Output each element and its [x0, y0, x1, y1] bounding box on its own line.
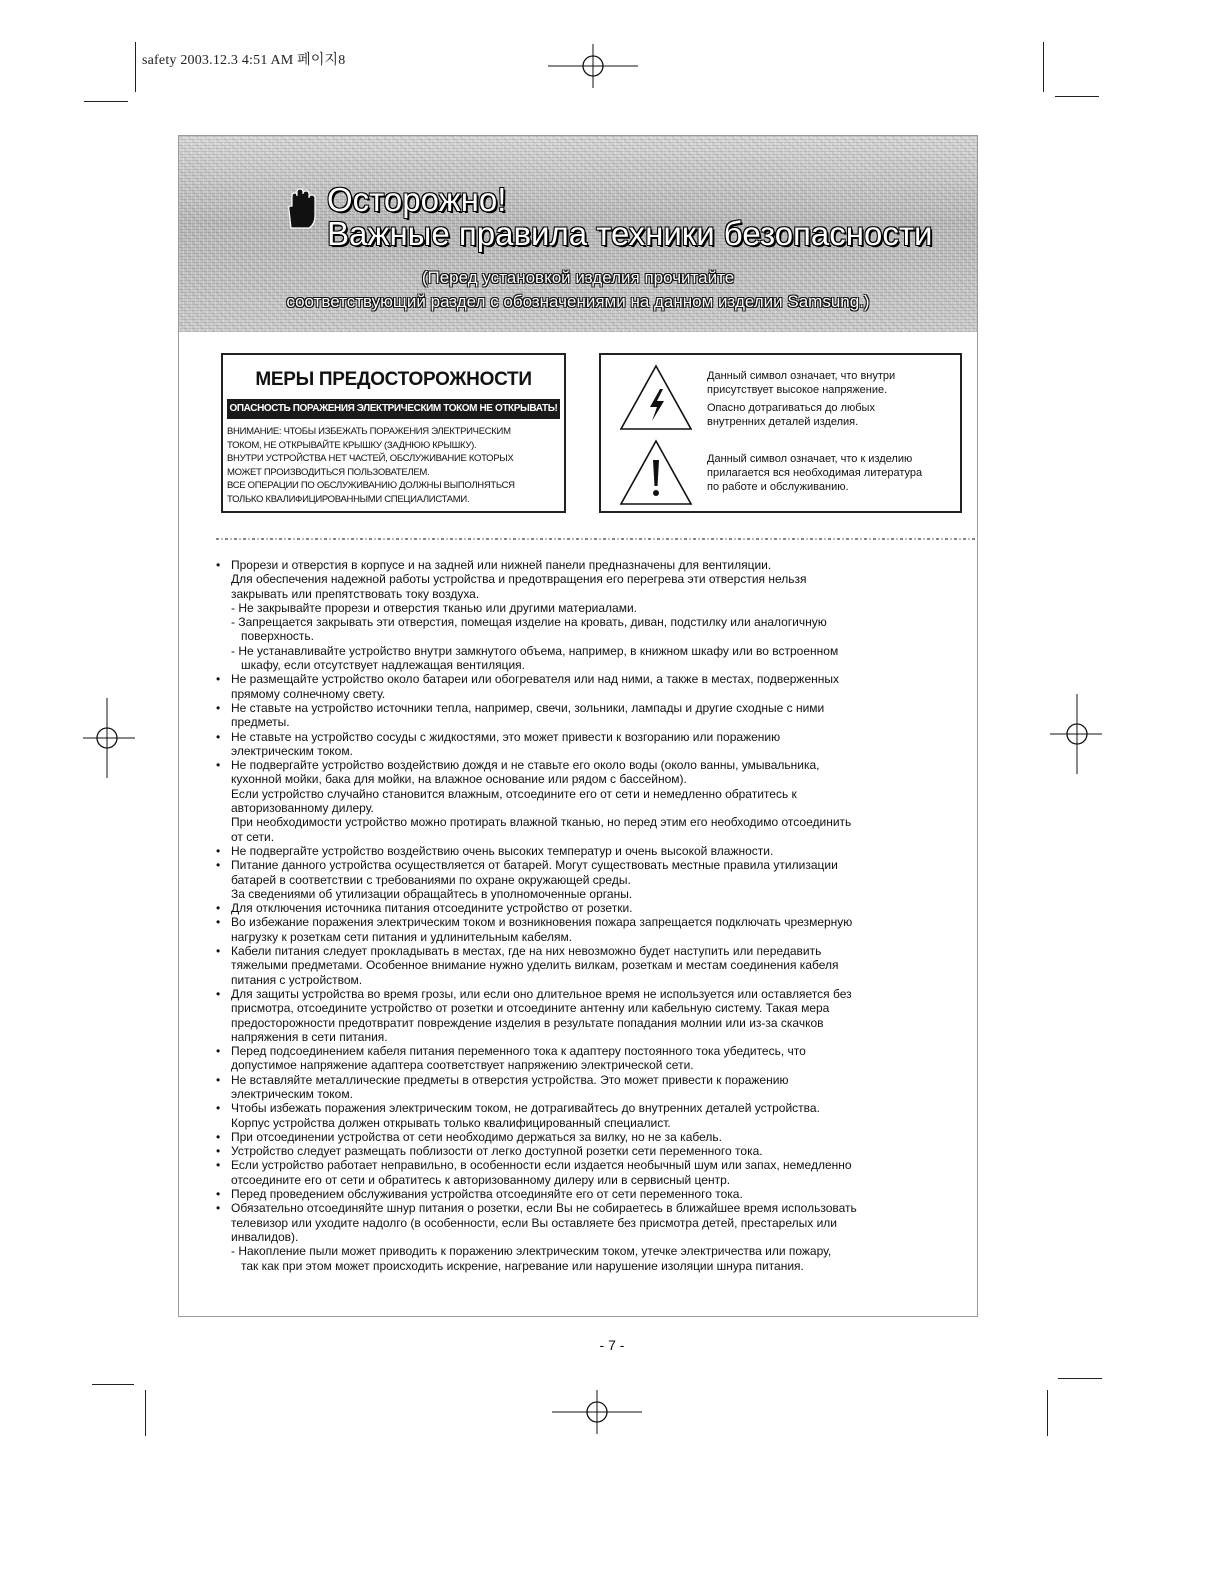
list-item-line: Не подвергайте устройство воздействию дождя и не ставьте его около воды (около ванны, умывальника, [231, 758, 820, 773]
voltage-line: присутствует высокое напряжение. [707, 384, 888, 396]
list-item-line: кухонной мойки, бака для мойки, на влажное основание или рядом с бассейном). [231, 772, 687, 787]
list-item-line: Не ставьте на устройство сосуды с жидкостями, это может привести к возгоранию или поражению [231, 729, 781, 744]
hand-stop-icon [283, 188, 317, 232]
list-item-line: предметы. [231, 715, 290, 730]
voltage-line: Данный символ означает, что внутри [707, 370, 896, 382]
list-item-line: Для защиты устройства во время грозы, или если оно длительное время не используется или оставляется без [231, 986, 852, 1001]
section-separator [216, 538, 978, 540]
attention-line: по работе и обслуживанию. [707, 481, 849, 493]
safety-list-item [214, 701, 974, 730]
bullet-marker: • [216, 901, 221, 916]
caution-title: МЕРЫ ПРЕДОСТОРОЖНОСТИ [255, 369, 532, 390]
safety-list-item [214, 858, 974, 901]
bullet-marker: • [216, 1072, 221, 1087]
bullet-marker: • [216, 700, 221, 715]
safety-list-item [214, 1158, 974, 1187]
list-item-line: Во избежание поражения электрическим током и возникновения пожара запрещается подключать чрезмерную [231, 915, 853, 930]
caution-line: ТОКОМ, НЕ ОТКРЫВАЙТЕ КРЫШКУ (ЗАДНЮЮ КРЫШКУ). [227, 439, 477, 451]
bullet-marker: • [216, 758, 221, 773]
caution-line: ТОЛЬКО КВАЛИФИЦИРОВАННЫМИ СПЕЦИАЛИСТАМИ. [227, 493, 470, 505]
list-item-line: отсоедините его от сети и обратитесь к авторизованному дилеру или в сервисный центр. [231, 1172, 731, 1187]
list-sub-item [231, 615, 974, 644]
voltage-line: внутренних деталей изделия. [707, 416, 859, 428]
caution-line: ВНУТРИ УСТРОЙСТВА НЕТ ЧАСТЕЙ, ОБСЛУЖИВАНИЕ КОТОРЫХ [227, 453, 514, 465]
list-item-line: Перед подсоединением кабеля питания переменного тока к адаптеру постоянного тока убедитесь, что [231, 1044, 806, 1059]
sub-item-line: так как при этом может происходить искрение, нагревание или нарушение изоляции шнура питания. [241, 1258, 804, 1273]
list-item-line: питания с устройством. [231, 972, 363, 987]
caution-box [221, 353, 566, 513]
list-item-line: Не размещайте устройство около батареи или обогревателя или над ними, а также в местах, подверженных [231, 672, 840, 687]
sub-item-line: поверхность. [241, 629, 315, 644]
bullet-marker: • [216, 1158, 221, 1173]
safety-list-item [214, 1073, 974, 1102]
safety-list-item [214, 1144, 974, 1158]
caution-line: МОЖЕТ ПРОИЗВОДИТЬСЯ ПОЛЬЗОВАТЕЛЕМ. [227, 466, 430, 478]
bullet-marker: • [216, 858, 221, 873]
bullet-marker: • [216, 558, 221, 572]
caution-text [227, 425, 562, 507]
list-item-line: напряжения в сети питания. [231, 1029, 388, 1044]
list-item-line: Не ставьте на устройство источники тепла, например, свечи, зольники, лампады и другие сходные с ними [231, 700, 825, 715]
registration-mark-right [1050, 694, 1102, 774]
list-item-line: присмотра, отсоедините устройство от розетки и отсоедините антенну или кабельную систему. Такая мера [231, 1001, 830, 1016]
list-item-line: Если устройство случайно становится влажным, отсоедините его от сети и немедленно обратитесь к [231, 786, 797, 801]
bullet-marker: • [216, 986, 221, 1001]
list-item-line: Обязательно отсоединяйте шнур питания о розетки, если Вы не собираетесь в ближайшее время использовать [231, 1201, 857, 1216]
banner-subtitle-line2: соответствующий раздел с обозначениями на данном изделии Samsung.) [286, 292, 870, 311]
bullet-marker: • [216, 1201, 221, 1216]
sub-item-line: - Запрещается закрывать эти отверстия, помещая изделие на кровать, диван, подстилку или аналогичную [231, 615, 827, 630]
exclamation-warning-icon [619, 438, 693, 506]
list-item-line: Устройство следует размещать поблизости от легко доступной розетки сети переменного тока. [231, 1144, 763, 1159]
safety-instructions-list [214, 558, 974, 1273]
attention-symbol-text [707, 452, 957, 494]
bullet-marker: • [216, 729, 221, 744]
list-item-line: батарей в соответствии с требованиями по охране окружающей среды. [231, 872, 631, 887]
attention-line: Данный символ означает, что к изделию [707, 453, 913, 465]
bullet-marker: • [216, 1144, 221, 1159]
safety-list-item [214, 987, 974, 1044]
bullet-marker: • [216, 1101, 221, 1116]
header-banner [179, 136, 977, 332]
attention-line: прилагается вся необходимая литература [707, 467, 923, 479]
safety-list-item [214, 1044, 974, 1073]
list-item-line: телевизор или уходите надолго (в особенности, если Вы оставляете без присмотра детей, престарелых или [231, 1215, 837, 1230]
list-item-line: нагрузку к розеткам сети питания и удлинительным кабелям. [231, 929, 573, 944]
list-item-line: Не вставляйте металлические предметы в отверстия устройства. Это может привести к поражению [231, 1072, 789, 1087]
bullet-marker: • [216, 915, 221, 930]
voltage-line: Опасно дотрагиваться до любых [707, 402, 875, 414]
bullet-marker: • [216, 843, 221, 858]
list-item-line: Корпус устройства должен открывать только квалифицированный специалист. [231, 1115, 671, 1130]
safety-list-item [214, 672, 974, 701]
caution-line: ВНИМАНИЕ: ЧТОБЫ ИЗБЕЖАТЬ ПОРАЖЕНИЯ ЭЛЕКТРИЧЕСКИМ [227, 426, 511, 437]
sub-item-line: - Не закрывайте прорези и отверстия тканью или другими материалами. [231, 600, 638, 615]
list-item-line: предосторожности предотвратит повреждение изделия в результате попадания молнии или из-за скачков [231, 1015, 824, 1030]
safety-list-item [214, 1130, 974, 1144]
registration-mark-bottom [552, 1390, 642, 1434]
banner-subtitle-line1: (Перед установкой изделия прочитайте [421, 268, 735, 287]
bullet-marker: • [216, 1129, 221, 1144]
list-item-line: от сети. [231, 829, 275, 844]
safety-list-item [214, 758, 974, 844]
list-sub-item [231, 644, 974, 673]
list-item-line: Чтобы избежать поражения электрическим током, не дотрагивайтесь до внутренних деталей устройства. [231, 1101, 820, 1116]
lightning-warning-icon [619, 363, 693, 431]
print-slug: safety 2003.12.3 4:51 AM 페이지8 [142, 53, 346, 68]
safety-list-item [214, 1187, 974, 1201]
safety-list-item [214, 901, 974, 915]
safety-list-item [214, 1101, 974, 1130]
safety-list-item [214, 1201, 974, 1272]
safety-list-item [214, 558, 974, 672]
list-sub-item [231, 1244, 974, 1273]
list-item-line: закрывать или препятствовать току воздуха. [231, 586, 480, 601]
banner-title-line1: Осторожно! [327, 181, 507, 218]
voltage-symbol-text [707, 369, 957, 429]
safety-list-item [214, 844, 974, 858]
list-item-line: Кабели питания следует прокладывать в местах, где на них невозможно будет наступить или передавить [231, 944, 822, 959]
bullet-marker: • [216, 1187, 221, 1202]
list-item-line: инвалидов). [231, 1229, 299, 1244]
bullet-marker: • [216, 1044, 221, 1059]
list-item-line: Для обеспечения надежной работы устройства и предотвращения его перегрева эти отверстия нельзя [231, 572, 807, 587]
list-item-line: Питание данного устройства осуществляется от батарей. Могут существовать местные правила утилизации [231, 858, 838, 873]
list-item-line: За сведениями об утилизации обращайтесь в уполномоченные органы. [231, 886, 633, 901]
symbols-box [599, 353, 962, 513]
page-number: - 7 - [599, 1337, 625, 1353]
list-item-line: При необходимости устройство можно протирать влажной тканью, но перед этим его необходимо отсоединить [231, 815, 852, 830]
safety-list-item [214, 915, 974, 944]
caution-bar: ОПАСНОСТЬ ПОРАЖЕНИЯ ЭЛЕКТРИЧЕСКИМ ТОКОМ НЕ ОТКРЫВАТЬ! [227, 399, 560, 419]
caution-line: ВСЕ ОПЕРАЦИИ ПО ОБСЛУЖИВАНИЮ ДОЛЖНЫ ВЫПОЛНЯТЬСЯ [227, 480, 515, 492]
banner-title-line2: Важные правила техники безопасности [327, 215, 933, 252]
registration-mark-left [83, 698, 135, 778]
list-item-line: электрическим током. [231, 743, 353, 758]
list-item-line: прямому солнечному свету. [231, 686, 386, 701]
list-item-line: Для отключения источника питания отсоедините устройство от розетки. [231, 901, 633, 916]
list-item-line: электрическим током. [231, 1086, 353, 1101]
sub-item-line: - Накопление пыли может приводить к поражению электрическим током, утечке электричества или пожару, [231, 1244, 832, 1259]
bullet-marker: • [216, 672, 221, 687]
bullet-marker: • [216, 944, 221, 959]
list-item-line: При отсоединении устройства от сети необходимо держаться за вилку, но не за кабель. [231, 1129, 722, 1144]
safety-list-item [214, 730, 974, 759]
list-item-line: Не подвергайте устройство воздействию очень высоких температур и очень высокой влажности. [231, 843, 774, 858]
list-item-line: Если устройство работает неправильно, в особенности если издается необычный шум или запах, немедленно [231, 1158, 852, 1173]
list-sub-item [231, 601, 974, 615]
list-item-line: допустимое напряжение адаптера соответствует напряжению электрической сети. [231, 1058, 694, 1073]
list-item-line: авторизованному дилеру. [231, 801, 374, 816]
sub-item-line: шкафу, если отсутствует надлежащая вентиляция. [241, 658, 526, 673]
list-item-line: Прорези и отверстия в корпусе и на задней или нижней панели предназначены для вентиляции. [231, 558, 772, 572]
safety-list-item [214, 944, 974, 987]
list-item-line: Перед проведением обслуживания устройства отсоединяйте его от сети переменного тока. [231, 1187, 743, 1202]
registration-mark-top [548, 44, 638, 88]
list-item-line: тяжелыми предметами. Особенное внимание нужно уделить вилкам, розеткам и местам соединения кабеля [231, 958, 839, 973]
sub-item-line: - Не устанавливайте устройство внутри замкнутого объема, например, в книжном шкафу или во встроенном [231, 643, 839, 658]
